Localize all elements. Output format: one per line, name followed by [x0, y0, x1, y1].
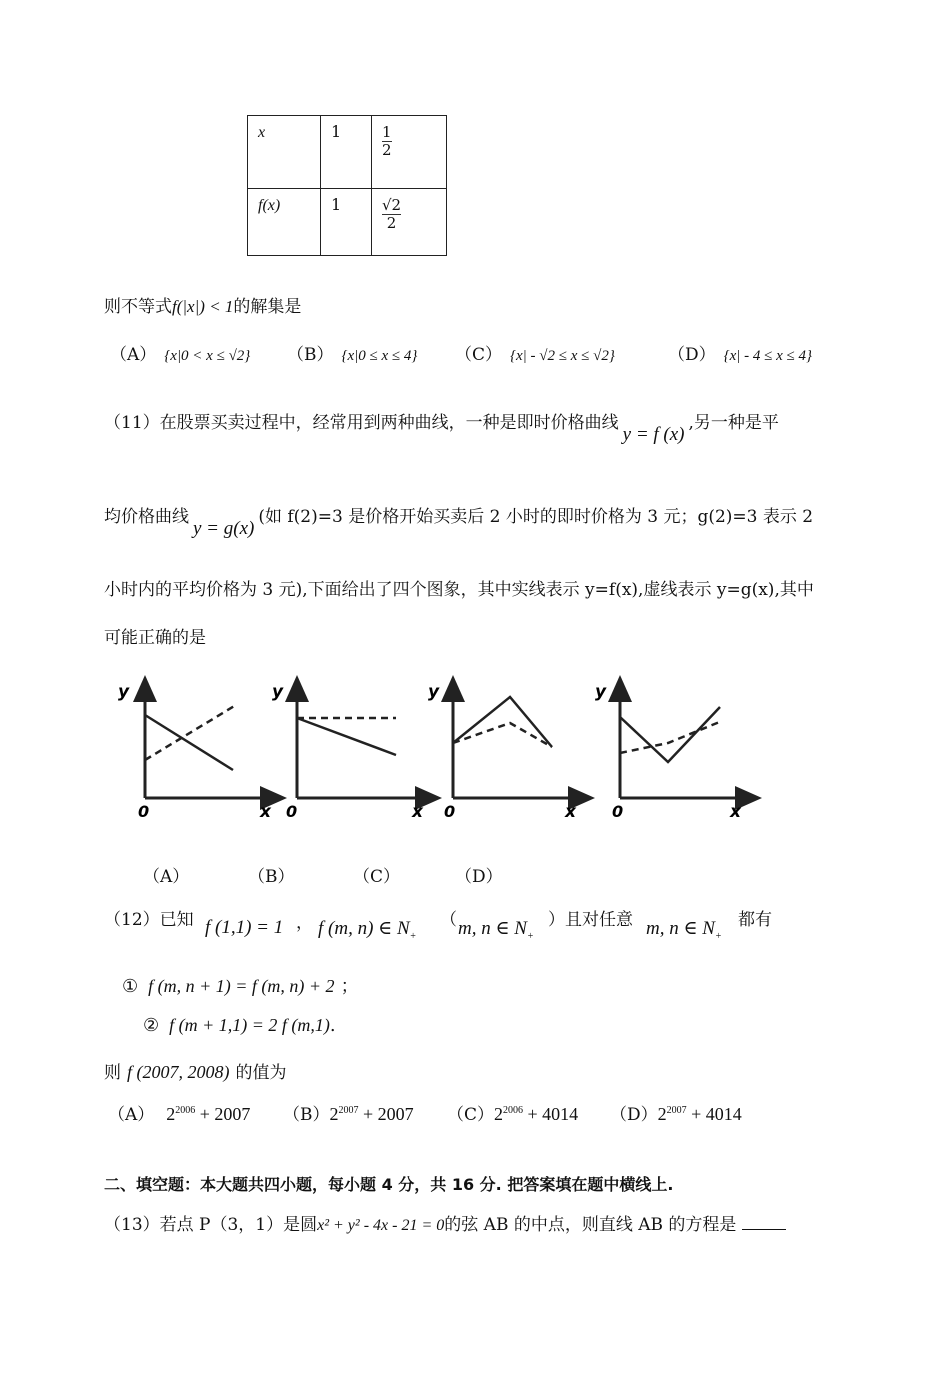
- y-label: y: [118, 682, 130, 702]
- q12-option-d: $(D)2^{2007} + 4014$: [610, 1104, 742, 1125]
- q12-question: 则 f (2007, 2008) 的值为: [104, 1062, 287, 1083]
- q12-condition-1: ① f (m, n + 1) = f (m, n) + 2 ；: [122, 976, 359, 997]
- solid-line-f: [620, 707, 720, 762]
- table-head-fx: f(x): [248, 189, 321, 256]
- graph-d: [595, 682, 750, 822]
- table-row: [248, 189, 447, 256]
- origin-label: 0: [138, 802, 150, 821]
- q11-line2: 均价格曲线y = g(x)(如 f(2)=3 是价格开始买卖后 2 小时的即时价格为 3 元；g(2)=3 表示 2: [104, 507, 814, 539]
- graph-c: [428, 682, 583, 822]
- x-label: x: [412, 802, 423, 822]
- q12-option-c: $(C)2^{2006} + 4014$: [447, 1104, 579, 1125]
- table-cell: 1: [321, 189, 372, 256]
- x-label: x: [260, 802, 271, 822]
- q11-line4: 可能正确的是: [104, 628, 206, 648]
- table-head-x: x: [248, 116, 321, 189]
- q12-option-b: $(B)2^{2007} + 2007$: [283, 1104, 414, 1125]
- q10-option-d: （D） {x| - 4 ≤ x ≤ 4}: [668, 345, 813, 365]
- section-2-heading: 二、填空题：本大题共四小题，每小题 4 分，共 16 分. 把答案填在题中横线上.: [104, 1175, 674, 1194]
- q12-forall-mn: m, n ∈ $N_+$: [646, 918, 722, 942]
- q10-option-a: （A） {x|0 < x ≤ √2}: [110, 345, 251, 365]
- graph-label-c: （C）: [353, 867, 401, 887]
- dashed-line-g: [145, 705, 236, 760]
- y-label: y: [595, 682, 607, 702]
- fraction-root2-over-2: $\frac{√2}{2}$: [382, 196, 402, 232]
- table-cell: 1: [321, 116, 372, 189]
- value-table: [247, 115, 447, 256]
- q12-condition-2: ② f (m + 1,1) = 2 f (m,1).: [143, 1015, 336, 1036]
- q12-tail: 都有: [738, 910, 772, 930]
- x-label: x: [565, 802, 576, 822]
- y-label: y: [272, 682, 284, 702]
- origin-label: 0: [444, 802, 456, 821]
- q12-paren-close: ）且对任意: [548, 910, 633, 930]
- q11-line1: （11）在股票买卖过程中，经常用到两种曲线，一种是即时价格曲线y = f (x),另一种是平: [104, 413, 779, 445]
- q12-cond-f11: f (1,1) = 1: [205, 917, 284, 938]
- q11-graphs: [100, 675, 780, 835]
- origin-label: 0: [286, 802, 298, 821]
- q10-option-b: （B） {x|0 ≤ x ≤ 4}: [287, 345, 418, 365]
- graph-label-a: （A）: [143, 867, 190, 887]
- q12-domain-mn: m, n ∈ $N_+$: [458, 918, 534, 942]
- q12-stem-prefix: （12）已知: [104, 910, 194, 930]
- q10-option-c: （C） {x| - √2 ≤ x ≤ √2}: [455, 345, 615, 365]
- graph-a: [118, 682, 275, 822]
- table-cell: [372, 116, 447, 189]
- q12-option-a: （A） $2^{2006} + 2007$: [108, 1104, 251, 1125]
- q10-stem: 则不等式f(|x|) < 1的解集是: [104, 297, 302, 317]
- solid-line-f: [297, 718, 396, 755]
- solid-line-f: [145, 715, 233, 770]
- answer-blank[interactable]: [742, 1211, 786, 1230]
- table-cell: [372, 189, 447, 256]
- graph-label-d: （D）: [455, 867, 503, 887]
- y-label: y: [428, 682, 440, 702]
- fraction-one-half: $\frac{1}{2}$: [382, 123, 392, 159]
- dashed-line-g: [620, 721, 722, 753]
- solid-line-f: [453, 697, 552, 747]
- x-label: x: [730, 802, 741, 822]
- graph-b: [272, 682, 430, 822]
- q12-cond-fmn: f (m, n) ∈ $N_+$: [318, 918, 417, 942]
- dashed-line-g: [453, 723, 552, 747]
- origin-label: 0: [612, 802, 624, 821]
- q12-comma: ，: [296, 913, 313, 933]
- q12-paren-open: （: [440, 910, 457, 930]
- q11-line3: 小时内的平均价格为 3 元),下面给出了四个图象，其中实线表示 y=f(x),虚线表示 y=g(x),其中: [104, 580, 814, 600]
- table-row: [248, 116, 447, 189]
- q13-stem: （13）若点 P（3，1）是圆x² + y² - 4x - 21 = 0的弦 AB 的中点，则直线 AB 的方程是: [104, 1210, 786, 1235]
- graph-label-b: （B）: [248, 867, 295, 887]
